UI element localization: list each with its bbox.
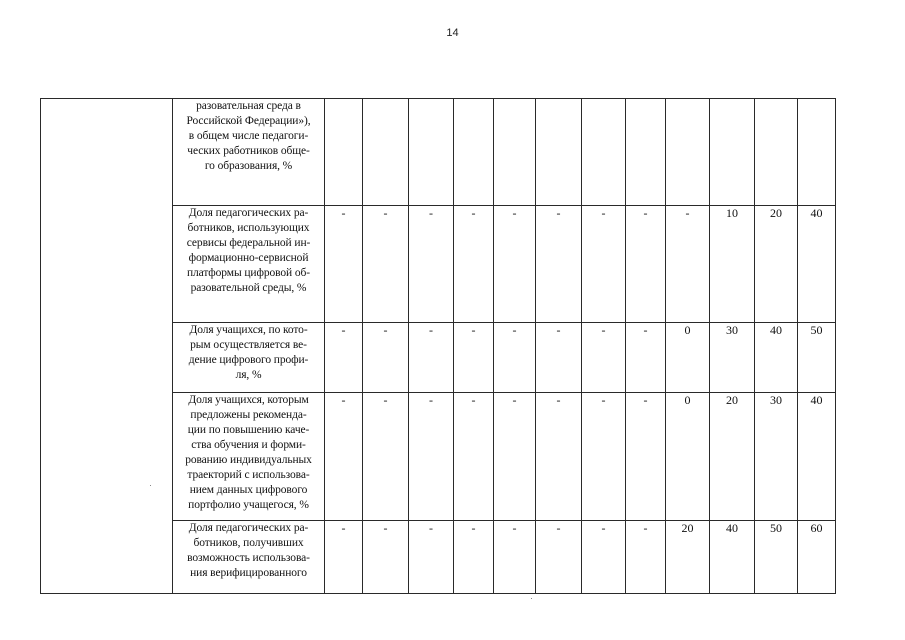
value-cell: - — [409, 521, 454, 594]
value-cell: - — [626, 323, 666, 393]
value-cell: - — [494, 393, 536, 521]
value-cell: 0 — [666, 323, 710, 393]
indicator-description-cell — [173, 393, 325, 521]
value-cell: 10 — [710, 206, 755, 323]
indicator-description-line: нием данных цифрового — [189, 484, 308, 496]
indicator-description-line: в общем числе педагоги- — [188, 130, 309, 142]
indicator-description-line: го образования, % — [204, 160, 293, 172]
indicator-description-cell — [173, 323, 325, 393]
indicator-description-line: формационно-сервисной — [188, 252, 309, 264]
value-cell: - — [582, 323, 626, 393]
value-cell — [666, 99, 710, 206]
value-cell: - — [325, 521, 363, 594]
value-cell — [363, 99, 409, 206]
value-cell: - — [626, 206, 666, 323]
value-cell: - — [409, 206, 454, 323]
value-cell: - — [325, 206, 363, 323]
value-cell: - — [536, 206, 582, 323]
indicator-description-cell — [173, 521, 325, 594]
indicator-description-line: ции по повышению каче- — [187, 424, 310, 436]
scan-speck — [150, 485, 151, 486]
indicator-description-line: ния верифицированного — [190, 567, 307, 579]
value-cell — [710, 99, 755, 206]
value-cell — [494, 99, 536, 206]
value-cell: 50 — [798, 323, 836, 393]
indicator-description-line: Доля учащихся, по кото- — [189, 324, 308, 336]
indicator-description-line: разовательной среды, % — [190, 282, 307, 294]
value-cell: - — [409, 393, 454, 521]
value-cell: - — [409, 323, 454, 393]
value-cell: - — [325, 393, 363, 521]
value-cell — [325, 99, 363, 206]
indicator-description-line: ля, % — [235, 369, 262, 381]
value-cell — [409, 99, 454, 206]
value-cell: 0 — [666, 393, 710, 521]
indicator-description-line: рованию индивидуальных — [185, 454, 312, 466]
indicator-table — [40, 98, 836, 594]
value-cell: 30 — [755, 393, 798, 521]
value-cell — [755, 99, 798, 206]
value-cell: - — [582, 206, 626, 323]
page-number: 14 — [446, 27, 459, 39]
value-cell: 50 — [755, 521, 798, 594]
value-cell: - — [494, 323, 536, 393]
indicator-description-line: Доля педагогических ра- — [188, 522, 309, 534]
section-cell — [41, 99, 173, 594]
value-cell: - — [536, 521, 582, 594]
indicator-description-line: траекторий с использова- — [187, 469, 310, 481]
value-cell: - — [454, 323, 494, 393]
indicator-description-line: ботников, получивших — [193, 537, 304, 549]
indicator-description-line: разовательная среда в — [196, 100, 301, 112]
value-cell — [536, 99, 582, 206]
value-cell: - — [582, 521, 626, 594]
scan-speck — [531, 598, 532, 599]
value-cell: 30 — [710, 323, 755, 393]
indicator-description-line: Доля педагогических ра- — [188, 207, 309, 219]
indicator-description-line: сервисы федеральной ин- — [186, 237, 311, 249]
table-row — [41, 99, 836, 206]
indicator-description-line: предложены рекоменда- — [190, 409, 307, 421]
value-cell: - — [363, 206, 409, 323]
indicator-description-line: Доля учащихся, которым — [188, 394, 309, 406]
indicator-description-cell — [173, 206, 325, 323]
value-cell: 20 — [755, 206, 798, 323]
value-cell: - — [454, 393, 494, 521]
value-cell: 20 — [710, 393, 755, 521]
value-cell: 60 — [798, 521, 836, 594]
table-body — [41, 99, 836, 594]
value-cell: - — [494, 521, 536, 594]
value-cell: - — [582, 393, 626, 521]
value-cell: - — [626, 521, 666, 594]
indicator-description-line: Российской Федерации»), — [186, 115, 311, 127]
value-cell: 40 — [798, 393, 836, 521]
value-cell: - — [363, 521, 409, 594]
value-cell: - — [363, 323, 409, 393]
indicator-description-line: дение цифрового профи- — [188, 354, 309, 366]
value-cell: 40 — [755, 323, 798, 393]
indicator-description-line: ботников, использующих — [187, 222, 310, 234]
value-cell: 40 — [710, 521, 755, 594]
value-cell: - — [454, 206, 494, 323]
value-cell: - — [454, 521, 494, 594]
value-cell: - — [494, 206, 536, 323]
value-cell: - — [363, 393, 409, 521]
indicator-description-line: возможность использова- — [187, 552, 310, 564]
indicator-description-line: рым осуществляется ве- — [190, 339, 307, 351]
value-cell — [582, 99, 626, 206]
indicator-description-cell — [173, 99, 325, 206]
value-cell: 20 — [666, 521, 710, 594]
indicator-description-line: ства обучения и форми- — [191, 439, 306, 451]
indicator-description-line: ческих работников обще- — [187, 145, 310, 157]
value-cell: - — [626, 393, 666, 521]
value-cell: 40 — [798, 206, 836, 323]
value-cell: - — [325, 323, 363, 393]
value-cell — [798, 99, 836, 206]
indicator-description-line: портфолио учащегося, % — [188, 499, 309, 511]
value-cell: - — [536, 393, 582, 521]
value-cell — [454, 99, 494, 206]
value-cell — [626, 99, 666, 206]
value-cell: - — [536, 323, 582, 393]
indicator-description-line: платформы цифровой об- — [186, 267, 310, 279]
value-cell: - — [666, 206, 710, 323]
